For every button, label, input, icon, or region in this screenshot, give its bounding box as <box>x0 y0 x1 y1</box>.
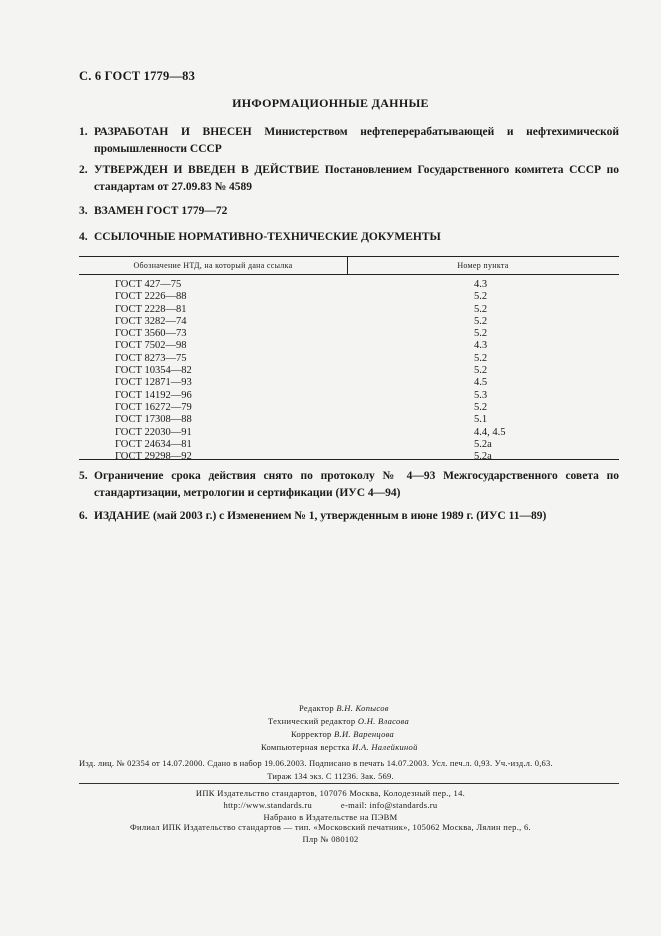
typeset-note: Набрано в Издательстве на ПЭВМ <box>263 812 398 822</box>
row-document: ГОСТ 24634—81 <box>115 438 192 450</box>
item-number: 6. <box>79 510 88 522</box>
info-item-6 <box>79 508 619 525</box>
publisher-email[interactable]: e-mail: info@standards.ru <box>340 800 438 810</box>
item-text: УТВЕРЖДЕН И ВВЕДЕН В ДЕЙСТВИЕ Постановлением Государственного комитета СССР по стандартам от 27.09.83 № 4589 <box>94 164 619 193</box>
table-header-point: Номер пункта <box>457 261 509 270</box>
row-point: 5.2 <box>474 315 488 327</box>
row-document: ГОСТ 427—75 <box>115 279 182 290</box>
item-text: ВЗАМЕН ГОСТ 1779—72 <box>94 205 228 217</box>
row-document: ГОСТ 10354—82 <box>115 365 192 377</box>
license-number: Плр № 080102 <box>302 834 359 844</box>
table-row <box>79 279 619 291</box>
row-point: 4.3 <box>474 340 488 352</box>
table-row <box>79 328 619 340</box>
item-number: 3. <box>79 205 88 217</box>
item-number: 2. <box>79 164 88 176</box>
table-row <box>79 316 619 328</box>
credit-person: И.А. Налейкиной <box>352 742 418 752</box>
row-point: 4.5 <box>474 377 488 389</box>
table-row <box>79 439 619 451</box>
item-number: 1. <box>79 126 88 138</box>
table-header-document: Обозначение НТД, на который дана ссылка <box>133 261 293 270</box>
row-point: 5.2а <box>474 438 492 450</box>
row-document: ГОСТ 22030—91 <box>115 426 192 438</box>
table-row <box>79 340 619 352</box>
printer-address: Филиал ИПК Издательство стандартов — тип. «Московский печатник», 105062 Москва, Лялин пер., 6. <box>130 822 531 832</box>
info-item-4 <box>79 229 619 246</box>
credit-person: О.Н. Власова <box>357 716 410 726</box>
section-title: ИНФОРМАЦИОННЫЕ ДАННЫЕ <box>232 96 429 110</box>
publisher-url[interactable]: http://www.standards.ru <box>223 800 313 810</box>
row-point: 5.2 <box>474 352 488 364</box>
item-number: 5. <box>79 470 88 482</box>
table-row <box>79 451 619 463</box>
table-row <box>79 427 619 439</box>
table-row <box>79 353 619 365</box>
table-top-rule <box>79 256 619 257</box>
info-item-1 <box>79 124 619 158</box>
row-document: ГОСТ 2226—88 <box>115 291 187 303</box>
publisher-address: ИПК Издательство стандартов, 107076 Москва, Колодезный пер., 14. <box>195 788 466 798</box>
item-text: ССЫЛОЧНЫЕ НОРМАТИВНО-ТЕХНИЧЕСКИЕ ДОКУМЕНТЫ <box>94 231 441 243</box>
imprint-line-2: Тираж 134 экз. С 11236. Зак. 569. <box>267 771 394 781</box>
row-document: ГОСТ 29298—92 <box>115 451 192 463</box>
row-point: 4.3 <box>474 279 488 290</box>
info-item-3 <box>79 203 619 220</box>
row-point: 5.3 <box>474 389 488 401</box>
item-number: 4. <box>79 231 88 243</box>
table-row <box>79 304 619 316</box>
table-body <box>79 279 619 463</box>
row-document: ГОСТ 3282—74 <box>115 315 187 327</box>
table-row <box>79 402 619 414</box>
item-text: РАЗРАБОТАН И ВНЕСЕН Министерством нефтеперерабатывающей и нефтехимической промышленности СССР <box>94 126 619 155</box>
table-row <box>79 414 619 426</box>
credit-role: Технический редактор <box>268 716 356 726</box>
table-row <box>79 390 619 402</box>
credit-layout <box>261 741 418 754</box>
item-text: ИЗДАНИЕ (май 2003 г.) с Изменением № 1, утвержденным в июне 1989 г. (ИУС 11—89) <box>94 510 547 522</box>
row-document: ГОСТ 12871—93 <box>115 377 192 389</box>
item-text: Ограничение срока действия снято по протоколу № 4—93 Межгосударственного совета по стандартизации, метрологии и сертификации (ИУС 4—94) <box>94 470 619 499</box>
row-point: 5.1 <box>474 414 488 426</box>
row-document: ГОСТ 8273—75 <box>115 352 187 364</box>
row-document: ГОСТ 2228—81 <box>115 303 187 315</box>
row-document: ГОСТ 3560—73 <box>115 328 187 340</box>
info-item-5 <box>79 468 619 502</box>
table-header-rule <box>79 274 619 275</box>
row-point: 4.4, 4.5 <box>474 426 506 438</box>
table-row <box>79 377 619 389</box>
table-bottom-rule <box>79 459 619 460</box>
credit-role: Редактор <box>299 703 334 713</box>
row-document: ГОСТ 17308—88 <box>115 414 192 426</box>
page-header: С. 6 ГОСТ 1779—83 <box>79 69 196 83</box>
row-point: 5.2 <box>474 328 488 340</box>
credit-person: В.И. Варенцова <box>334 729 395 739</box>
row-document: ГОСТ 7502—98 <box>115 340 187 352</box>
table-row <box>79 365 619 377</box>
imprint-line-1: Изд. лиц. № 02354 от 14.07.2000. Сдано в набор 19.06.2003. Подписано в печать 14.07.2003. Усл. печ.л. 0,93. Уч.-изд.л. 0,63. <box>79 758 553 768</box>
row-document: ГОСТ 14192—96 <box>115 389 192 401</box>
row-point: 5.2 <box>474 291 488 303</box>
row-point: 5.2а <box>474 451 492 463</box>
row-point: 5.2 <box>474 303 488 315</box>
credit-proofreader <box>291 728 394 741</box>
credit-tech-editor <box>268 715 409 728</box>
credit-person: В.Н. Копысов <box>336 703 389 713</box>
credit-role: Корректор <box>291 729 332 739</box>
table-row <box>79 291 619 303</box>
credit-role: Компьютерная верстка <box>261 742 350 752</box>
imprint-separator <box>79 783 619 784</box>
credit-editor <box>299 702 389 715</box>
row-point: 5.2 <box>474 401 488 413</box>
row-document: ГОСТ 16272—79 <box>115 401 192 413</box>
info-item-2 <box>79 162 619 196</box>
row-point: 5.2 <box>474 365 488 377</box>
